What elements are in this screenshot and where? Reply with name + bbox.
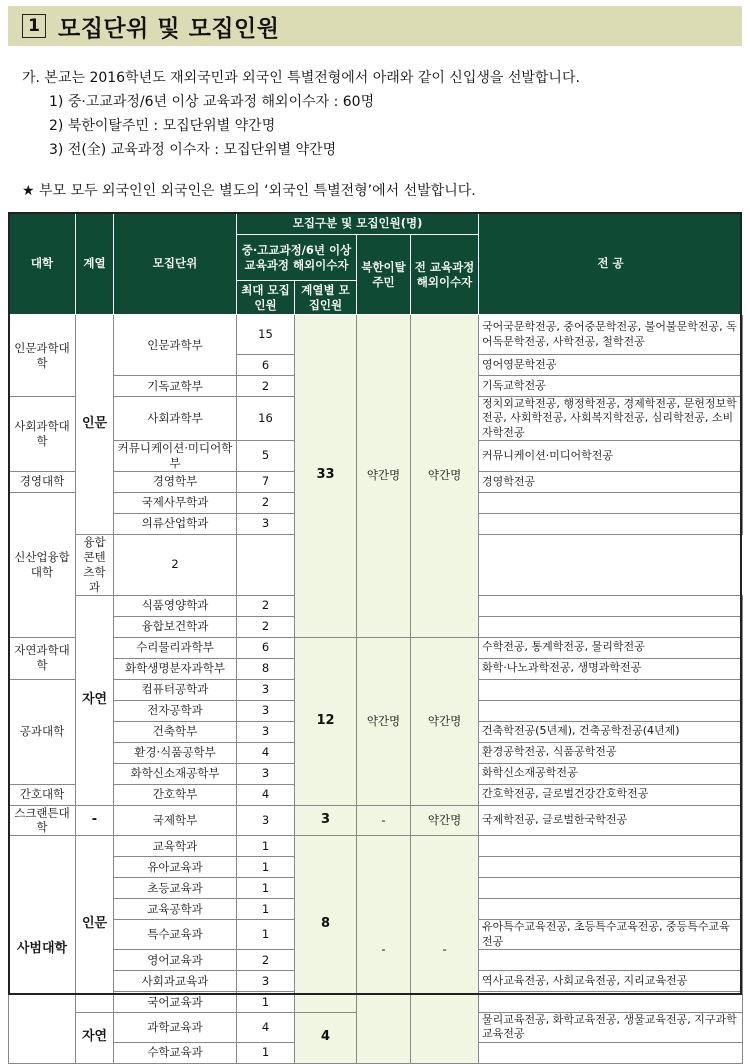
header-group: 모집구분 및 모집인원(명): [237, 213, 479, 235]
intro-item: 1) 중·고교과정/6년 이상 교육과정 해외이수자 : 60명: [49, 94, 375, 110]
max-cell: 1: [237, 899, 295, 920]
major-cell: [479, 836, 743, 857]
nk-cell: 약간명: [357, 637, 411, 805]
univ-cell: 신산업융합 대학: [9, 492, 76, 637]
header-field: 계열: [76, 213, 114, 315]
max-cell: 6: [237, 355, 295, 376]
max-cell: 1: [237, 991, 295, 1012]
major-cell: [479, 949, 743, 970]
header-all: 전 교육과정 해외이수자: [411, 235, 479, 315]
max-cell: 4: [237, 1012, 295, 1042]
major-cell: [479, 700, 743, 721]
field-cell: 인문: [76, 836, 114, 1013]
max-cell: 4: [237, 784, 295, 805]
header-unit: 모집단위: [114, 213, 237, 315]
header-overseas: 중·고교과정/6년 이상 교육과정 해외이수자: [237, 235, 357, 281]
max-cell: 2: [237, 492, 295, 513]
admission-table: [8, 212, 743, 1064]
unit-cell: 커뮤니케이션·미디어학부: [114, 440, 237, 471]
max-cell: 5: [237, 440, 295, 471]
unit-cell: 전자공학과: [114, 700, 237, 721]
unit-cell: 간호학부: [114, 784, 237, 805]
unit-cell: 유아교육과: [114, 857, 237, 878]
header-nk: 북한이탈 주민: [357, 235, 411, 315]
unit-cell: 사회과학부: [114, 397, 237, 441]
nk-cell: 약간명: [357, 315, 411, 638]
all-cell: 약간명: [411, 805, 479, 836]
unit-cell: 교육학과: [114, 836, 237, 857]
major-cell: [479, 595, 743, 616]
unit-cell: 사회과교육과: [114, 970, 237, 991]
max-cell: 1: [237, 878, 295, 899]
univ-cell: 간호대학: [9, 784, 76, 805]
intro-item: 2) 북한이탈주민 : 모집단위별 약간명: [49, 118, 276, 134]
intro-main: 가. 본교는 2016학년도 재외국민과 외국인 특별전형에서 아래와 같이 신입생을 선발합니다.: [22, 70, 580, 86]
max-cell: 8: [237, 658, 295, 679]
max-cell: 1: [237, 836, 295, 857]
max-cell: 2: [237, 616, 295, 637]
major-cell: [479, 878, 743, 899]
unit-cell: 인문과학부: [114, 315, 237, 376]
major-cell: [479, 899, 743, 920]
field-quota-cell: 33: [295, 315, 357, 638]
max-cell: 1: [237, 920, 295, 950]
major-cell: 커뮤니케이션·미디어학전공: [479, 440, 743, 471]
unit-cell: 국제학부: [114, 805, 237, 836]
max-cell: 4: [237, 742, 295, 763]
section-title: 모집단위 및 모집인원: [58, 15, 280, 42]
unit-cell: 환경·식품공학부: [114, 742, 237, 763]
max-cell: 1: [237, 857, 295, 878]
field-cell: -: [76, 805, 114, 836]
foreigner-note: ★ 부모 모두 외국인인 외국인은 별도의 ‘외국인 특별전형’에서 선발합니다.: [22, 183, 476, 199]
unit-cell: 국제사무학과: [114, 492, 237, 513]
major-cell: [479, 616, 743, 637]
field-quota-cell: 3: [295, 805, 357, 836]
univ-cell: 자연과학대학: [9, 637, 76, 679]
major-cell: 국제학전공, 글로벌한국학전공: [479, 805, 743, 836]
max-cell: 3: [237, 513, 295, 534]
major-cell: [479, 1042, 743, 1063]
intro-text: [22, 66, 580, 162]
max-cell: 6: [237, 637, 295, 658]
unit-cell: 식품영양학과: [114, 595, 237, 616]
max-cell: 3: [237, 763, 295, 784]
unit-cell: 교육공학과: [114, 899, 237, 920]
max-cell: 1: [237, 1042, 295, 1063]
header-max: 최대 모집인원: [237, 281, 295, 315]
max-cell: 3: [237, 805, 295, 836]
header-univ: 대학: [9, 213, 76, 315]
unit-cell: 수리물리과학부: [114, 637, 237, 658]
intro-item: 3) 전(全) 교육과정 이수자 : 모집단위별 약간명: [49, 142, 337, 158]
major-cell: 환경공학전공, 식품공학전공: [479, 742, 743, 763]
section-title-bar: [8, 6, 742, 46]
univ-cell: 인문과학대학: [9, 315, 76, 397]
unit-cell: 수학교육과: [114, 1042, 237, 1063]
major-cell: 수학전공, 통계학전공, 물리학전공: [479, 637, 743, 658]
unit-cell: 융합콘텐츠학과: [76, 534, 114, 595]
field-quota-cell: 12: [295, 637, 357, 805]
major-cell: 경영학전공: [479, 471, 743, 492]
unit-cell: 국어교육과: [114, 991, 237, 1012]
univ-cell: 사회과학대학: [9, 397, 76, 472]
unit-cell: 의류산업학과: [114, 513, 237, 534]
major-cell: 건축학전공(5년제), 건축공학전공(4년제): [479, 721, 743, 742]
nk-cell: -: [357, 836, 411, 1063]
major-cell: [237, 534, 295, 595]
section-number: 1: [22, 14, 46, 38]
all-cell: 약간명: [411, 315, 479, 638]
all-cell: 약간명: [411, 637, 479, 805]
field-cell: 자연: [76, 1012, 114, 1063]
major-cell: 화학·나노과학전공, 생명과학전공: [479, 658, 743, 679]
major-cell: [479, 857, 743, 878]
unit-cell: 영어교육과: [114, 949, 237, 970]
major-cell: 역사교육전공, 사회교육전공, 지리교육전공: [479, 970, 743, 991]
field-cell: 자연: [76, 595, 114, 805]
max-cell: 3: [237, 721, 295, 742]
unit-cell: 건축학부: [114, 721, 237, 742]
nk-cell: -: [357, 805, 411, 836]
major-cell: [479, 991, 743, 1012]
major-cell: [479, 492, 743, 513]
major-cell: 국어국문학전공, 중어중문학전공, 불어불문학전공, 독어독문학전공, 사학전공, 철학전공: [479, 315, 743, 355]
major-cell: [479, 679, 743, 700]
max-cell: 2: [237, 595, 295, 616]
all-cell: -: [411, 836, 479, 1063]
header-field-quota: 계열별 모집인원: [295, 281, 357, 315]
field-quota-cell: 8: [295, 836, 357, 1013]
major-cell: 간호학전공, 글로벌건강간호학전공: [479, 784, 743, 805]
unit-cell: 기독교학부: [114, 376, 237, 397]
unit-cell: 화학신소재공학부: [114, 763, 237, 784]
unit-cell: 화학생명분자과학부: [114, 658, 237, 679]
major-cell: 유아특수교육전공, 초등특수교육전공, 중등특수교육전공: [479, 920, 743, 950]
max-cell: 16: [237, 397, 295, 441]
univ-cell: 공과대학: [9, 679, 76, 784]
max-cell: 7: [237, 471, 295, 492]
field-cell: 인문: [76, 315, 114, 535]
major-cell: 기독교학전공: [479, 376, 743, 397]
field-quota-cell: 4: [295, 1012, 357, 1063]
major-cell: 화학신소재공학전공: [479, 763, 743, 784]
max-cell: 2: [237, 949, 295, 970]
univ-cell: 경영대학: [9, 471, 76, 492]
unit-cell: 특수교육과: [114, 920, 237, 950]
major-cell: 정치외교학전공, 행정학전공, 경제학전공, 문헌정보학전공, 사회학전공, 사회복지학전공, 심리학전공, 소비자학전공: [479, 397, 743, 441]
unit-cell: 과학교육과: [114, 1012, 237, 1042]
max-cell: 2: [114, 534, 237, 595]
header-major: 전 공: [479, 213, 743, 315]
max-cell: 2: [237, 376, 295, 397]
max-cell: 3: [237, 970, 295, 991]
unit-cell: 경영학부: [114, 471, 237, 492]
univ-cell: 사범대학: [9, 836, 76, 1063]
unit-cell: 컴퓨터공학과: [114, 679, 237, 700]
major-cell: 영어영문학전공: [479, 355, 743, 376]
max-cell: 3: [237, 700, 295, 721]
unit-cell: 초등교육과: [114, 878, 237, 899]
unit-cell: 융합보건학과: [114, 616, 237, 637]
major-cell: [479, 513, 743, 534]
max-cell: 15: [237, 315, 295, 355]
major-cell: 물리교육전공, 화학교육전공, 생물교육전공, 지구과학교육전공: [479, 1012, 743, 1042]
max-cell: 3: [237, 679, 295, 700]
univ-cell: 스크랜튼대학: [9, 805, 76, 836]
